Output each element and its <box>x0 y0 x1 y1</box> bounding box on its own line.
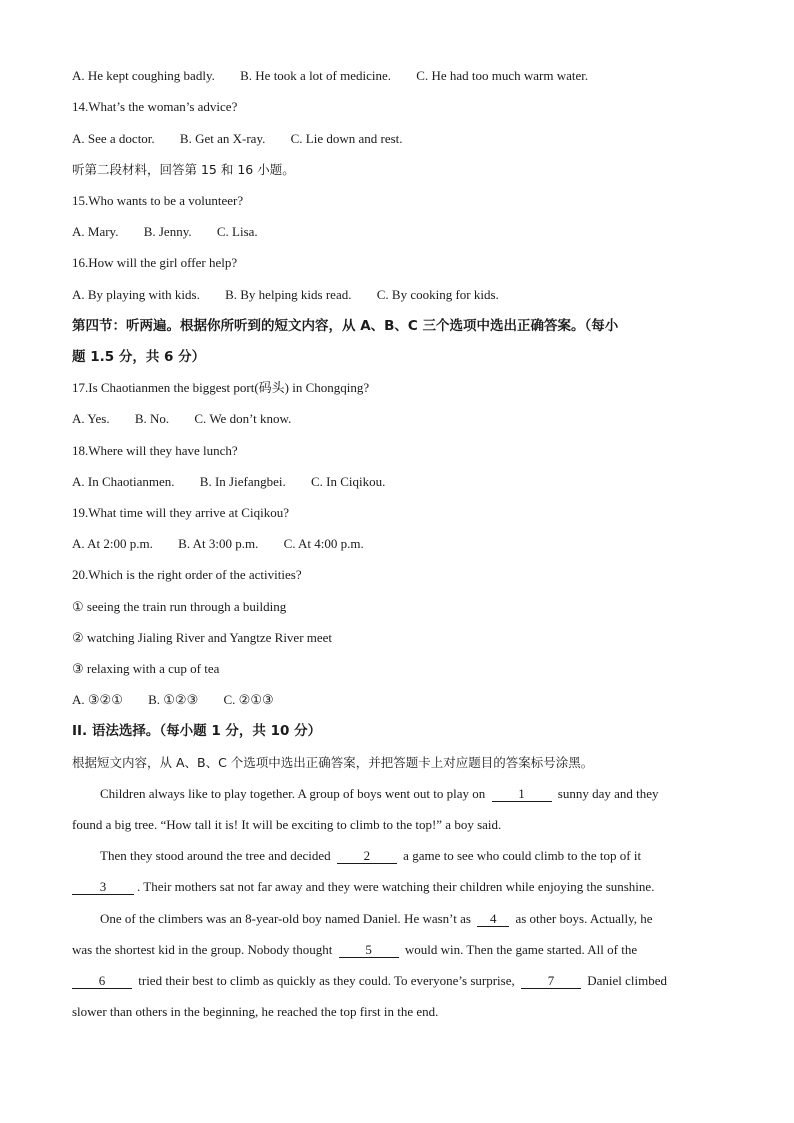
question-18: 18.Where will they have lunch? <box>72 443 238 458</box>
option: C. ②①③ <box>223 692 274 707</box>
question-14: 14.What’s the woman’s advice? <box>72 99 238 114</box>
question-15: 15.Who wants to be a volunteer? <box>72 193 244 208</box>
passage-text: tried their best to climb as quickly as they could. To everyone’s surprise, <box>138 973 515 988</box>
option: C. He had too much warm water. <box>416 68 589 83</box>
passage-text: was the shortest kid in the group. Nobody thought <box>72 942 333 957</box>
passage-text: . Their mothers sat not far away and they were watching their children while enjoying the sunshine. <box>137 879 655 894</box>
question-17: 17.Is Chaotianmen the biggest port(码头) in Chongqing? <box>72 380 370 395</box>
passage-line: slower than others in the beginning, he reached the top first in the end. <box>72 1004 439 1019</box>
q19-options <box>72 535 364 553</box>
option: A. At 2:00 p.m. <box>72 536 153 551</box>
part4-heading-line2: 题 1.5 分，共 6 分） <box>72 349 206 365</box>
q20-item: ② watching Jialing River and Yangtze River meet <box>72 630 333 645</box>
q17-options <box>72 410 291 428</box>
q20-options <box>72 691 274 709</box>
question-20: 20.Which is the right order of the activities? <box>72 567 302 582</box>
option: B. Jenny. <box>143 224 192 239</box>
question-19: 19.What time will they arrive at Ciqikou? <box>72 505 289 520</box>
option: A. ③②① <box>72 692 123 707</box>
passage-line <box>72 878 722 896</box>
passage-text: would win. Then the game started. All of the <box>404 942 638 957</box>
option: C. By cooking for kids. <box>376 287 499 302</box>
blank-6[interactable]: 6 <box>72 973 132 989</box>
blank-1[interactable]: 1 <box>492 786 552 802</box>
option: C. We don’t know. <box>194 411 292 426</box>
option: A. See a doctor. <box>72 131 155 146</box>
option: B. Get an X-ray. <box>179 131 266 146</box>
passage-line <box>100 847 722 865</box>
option: A. In Chaotianmen. <box>72 474 175 489</box>
q13-options <box>72 67 588 85</box>
option: C. Lisa. <box>216 224 258 239</box>
option: A. By playing with kids. <box>72 287 200 302</box>
option: B. He took a lot of medicine. <box>240 68 392 83</box>
option: B. By helping kids read. <box>225 287 352 302</box>
passage-line <box>72 972 722 990</box>
option: A. Yes. <box>72 411 110 426</box>
grammar-instruction: 根据短文内容，从 A、B、C 个选项中选出正确答案，并把答题卡上对应题目的答案标号涂黑。 <box>72 755 594 770</box>
part4-heading-line1: 第四节：听两遍。根据你所听到的短文内容，从 A、B、C 三个选项中选出正确答案。（每小 <box>72 318 619 334</box>
blank-7[interactable]: 7 <box>521 973 581 989</box>
option: B. ①②③ <box>148 692 199 707</box>
q14-options <box>72 130 403 148</box>
blank-5[interactable]: 5 <box>339 942 399 958</box>
q20-item: ① seeing the train run through a building <box>72 599 287 614</box>
passage-text: as other boys. Actually, he <box>515 911 653 926</box>
section2-note: 听第二段材料，回答第 15 和 16 小题。 <box>72 162 295 177</box>
passage-text: Children always like to play together. A group of boys went out to play on <box>100 786 486 801</box>
option: B. No. <box>134 411 170 426</box>
blank-3[interactable]: 3 <box>72 879 134 895</box>
passage-line <box>100 785 722 803</box>
passage-line <box>100 910 722 928</box>
blank-2[interactable]: 2 <box>337 848 397 864</box>
passage-text: Daniel climbed <box>587 973 668 988</box>
q15-options <box>72 223 258 241</box>
option: B. At 3:00 p.m. <box>178 536 259 551</box>
passage-text: a game to see who could climb to the top of it <box>403 848 642 863</box>
passage-text: Then they stood around the tree and decided <box>100 848 331 863</box>
blank-4[interactable]: 4 <box>477 911 509 927</box>
passage-text: sunny day and they <box>557 786 659 801</box>
option: A. Mary. <box>72 224 119 239</box>
grammar-heading: II. 语法选择。（每小题 1 分，共 10 分） <box>72 723 322 739</box>
option: B. In Jiefangbei. <box>199 474 286 489</box>
q20-item: ③ relaxing with a cup of tea <box>72 661 220 676</box>
question-16: 16.How will the girl offer help? <box>72 255 238 270</box>
passage-line <box>72 941 722 959</box>
option: C. In Ciqikou. <box>310 474 386 489</box>
option: C. Lie down and rest. <box>290 131 403 146</box>
q18-options <box>72 473 385 491</box>
option: A. He kept coughing badly. <box>72 68 215 83</box>
passage-text: One of the climbers was an 8-year-old boy named Daniel. He wasn’t as <box>100 911 471 926</box>
option: C. At 4:00 p.m. <box>283 536 364 551</box>
passage-line: found a big tree. “How tall it is! It will be exciting to climb to the top!” a boy said. <box>72 817 502 832</box>
q16-options <box>72 286 499 304</box>
